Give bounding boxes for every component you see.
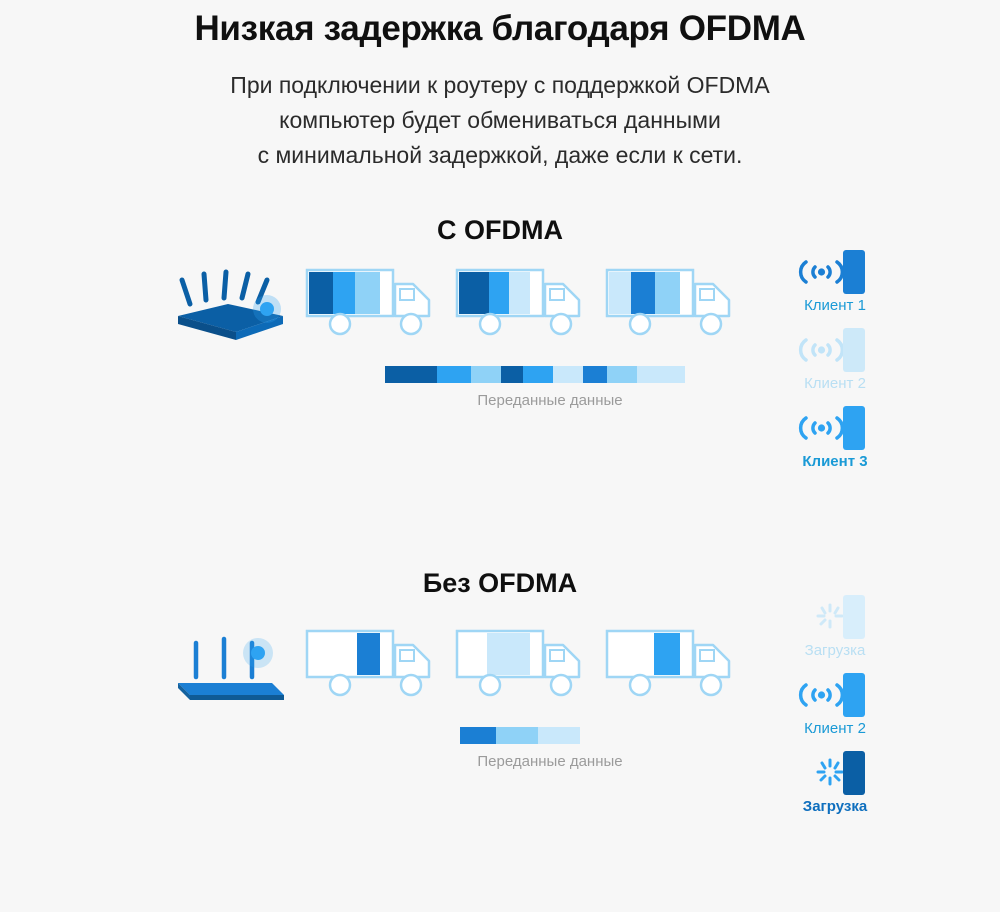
client-1 — [745, 246, 925, 324]
client-2-device — [745, 669, 925, 721]
client-list-without-ofdma — [745, 591, 925, 825]
truck-3 — [605, 627, 736, 707]
client-2 — [745, 669, 925, 747]
client-2-label: Клиент 2 — [804, 720, 866, 737]
truck-row-with-ofdma — [305, 266, 735, 356]
data-bar — [460, 727, 640, 744]
section-with-ofdma — [0, 215, 1000, 476]
client-1-label: Клиент 1 — [804, 297, 866, 314]
client-list-with-ofdma — [745, 246, 925, 480]
router-3-antenna-icon — [172, 625, 307, 715]
truck-row-without-ofdma — [305, 627, 735, 717]
client-3 — [745, 402, 925, 480]
client-1-device — [745, 246, 925, 298]
subtitle-line-1: При подключении к роутеру с поддержкой OFDMA — [230, 72, 770, 98]
loading-device-1 — [745, 591, 925, 669]
data-bar-segment — [501, 366, 523, 383]
data-bar-segment — [583, 366, 607, 383]
diagram-with-ofdma — [0, 246, 1000, 476]
data-bar-segment — [437, 366, 471, 383]
loading-device-2-label: Загрузка — [802, 798, 868, 815]
data-bar-segment — [523, 366, 553, 383]
data-bar-segment — [607, 366, 637, 383]
data-bar-label: Переданные данные — [477, 753, 623, 770]
page-subtitle — [80, 68, 920, 173]
router-6-antenna-icon — [168, 264, 303, 354]
data-bar-segment — [460, 727, 496, 744]
transferred-data-without-ofdma — [460, 727, 640, 770]
truck-1 — [305, 627, 436, 707]
section-title-with-ofdma: С OFDMA — [437, 215, 563, 245]
client-2-label: Клиент 2 — [804, 375, 866, 392]
data-bar-segment — [538, 727, 580, 744]
section-without-ofdma — [0, 568, 1000, 829]
client-2-device — [745, 324, 925, 376]
data-bar-segment — [496, 727, 538, 744]
loading-device-2 — [745, 747, 925, 825]
client-3-device — [745, 402, 925, 454]
data-bar-label: Переданные данные — [477, 392, 623, 409]
data-bar-segment — [471, 366, 501, 383]
transferred-data-with-ofdma — [385, 366, 715, 409]
subtitle-line-3: с минимальной задержкой, даже если к сети. — [257, 142, 743, 168]
client-2 — [745, 324, 925, 402]
data-bar-segment — [385, 366, 437, 383]
section-title-without-ofdma: Без OFDMA — [422, 568, 578, 598]
truck-2 — [455, 266, 586, 346]
data-bar-segment — [637, 366, 685, 383]
truck-1 — [305, 266, 436, 346]
loading-device-1-icon — [745, 591, 925, 643]
client-3-label: Клиент 3 — [802, 453, 868, 470]
header — [0, 0, 1000, 173]
subtitle-line-2: компьютер будет обмениваться данными — [279, 107, 721, 133]
truck-3 — [605, 266, 736, 346]
loading-device-1-label: Загрузка — [804, 642, 866, 659]
diagram-without-ofdma — [0, 599, 1000, 829]
page-title: Низкая задержка благодаря OFDMA — [194, 9, 806, 48]
data-bar — [385, 366, 715, 383]
loading-device-2-icon — [745, 747, 925, 799]
data-bar-segment — [553, 366, 583, 383]
truck-2 — [455, 627, 586, 707]
